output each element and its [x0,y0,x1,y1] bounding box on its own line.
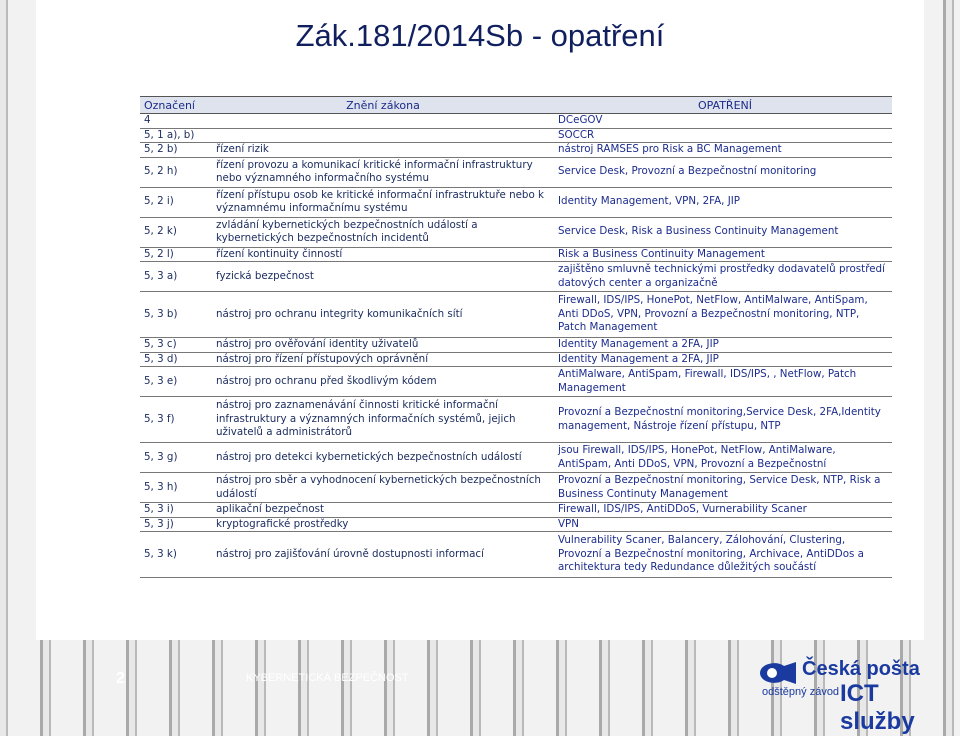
row-law-text: nástroj pro detekci kybernetických bezpečnostních událostí [212,443,554,473]
row-measure: Firewall, IDS/IPS, HonePot, NetFlow, AntiMalware, AntiSpam, Anti DDoS, VPN, Provozní a Bezpečnostní monitoring, NTP, Patch Management [554,292,892,338]
row-id: 5, 3 g) [140,443,212,473]
row-law-text: fyzická bezpečnost [212,262,554,292]
row-law-text: aplikační bezpečnost [212,503,554,518]
row-measure: VPN [554,517,892,532]
row-measure: Firewall, IDS/IPS, AntiDDoS, Vurnerability Scaner [554,503,892,518]
slide-title: Zák.181/2014Sb - opatření [295,18,665,53]
row-id: 5, 2 i) [140,187,212,217]
row-law-text: řízení rizik [212,143,554,158]
row-id: 5, 1 a), b) [140,128,212,143]
row-id: 5, 2 k) [140,217,212,247]
table-row [140,157,892,187]
row-law-text: nástroj pro řízení přístupových oprávnění [212,352,554,367]
row-measure: jsou Firewall, IDS/IPS, HonePot, NetFlow, AntiMalware, AntiSpam, Anti DDoS, VPN, Provozní a Bezpečnostní [554,443,892,473]
table-row [140,217,892,247]
row-id: 5, 2 h) [140,157,212,187]
row-measure: Service Desk, Risk a Business Continuity Management [554,217,892,247]
row-measure: AntiMalware, AntiSpam, Firewall, IDS/IPS, , NetFlow, Patch Management [554,367,892,397]
table-row [140,128,892,143]
footer-text: KYBERNETICKÁ BEZPEČNOST [246,672,409,684]
row-law-text: nástroj pro sběr a vyhodnocení kybernetických bezpečnostních událostí [212,473,554,503]
table-row [140,262,892,292]
logo-line3: ICT služby [840,680,915,735]
logo-line2: odštěpný závod [762,686,840,698]
row-measure: Identity Management, VPN, 2FA, JIP [554,187,892,217]
measures-table [140,96,892,578]
row-measure: Risk a Business Continuity Management [554,247,892,262]
row-id: 5, 3 f) [140,397,212,443]
header-opatreni: OPATŘENÍ [554,97,892,114]
row-law-text: kryptografické prostředky [212,517,554,532]
row-law-text: nástroj pro ochranu před škodlivým kódem [212,367,554,397]
header-oznaceni: Označení [140,97,212,114]
row-id: 5, 3 b) [140,292,212,338]
table-row [140,247,892,262]
table-row [140,503,892,518]
row-id: 5, 3 h) [140,473,212,503]
table-row [140,352,892,367]
row-id: 5, 3 d) [140,352,212,367]
table-row [140,114,892,129]
post-horn-icon [756,658,800,688]
table-row [140,143,892,158]
row-id: 4 [140,114,212,129]
row-id: 5, 2 l) [140,247,212,262]
row-measure: Service Desk, Provozní a Bezpečnostní monitoring [554,157,892,187]
row-law-text: zvládání kybernetických bezpečnostních událostí a kybernetických bezpečnostních incidentů [212,217,554,247]
table-row [140,397,892,443]
table-row [140,187,892,217]
ceska-posta-logo [756,656,952,735]
table-row [140,532,892,578]
row-id: 5, 3 i) [140,503,212,518]
row-law-text: řízení kontinuity činností [212,247,554,262]
table-row [140,517,892,532]
row-law-text: nástroj pro ochranu integrity komunikačních sítí [212,292,554,338]
row-law-text: řízení provozu a komunikací kritické informační infrastruktury nebo významného informačního systému [212,157,554,187]
row-measure: SOCCR [554,128,892,143]
row-id: 5, 3 j) [140,517,212,532]
row-law-text [212,128,554,143]
row-measure: Provozní a Bezpečnostní monitoring,Service Desk, 2FA,Identity management, Nástroje řízení přístupu, NTP [554,397,892,443]
table-row [140,338,892,353]
row-law-text [212,114,554,129]
row-measure: zajištěno smluvně technickými prostředky dodavatelů prostředí datových center a organizačně [554,262,892,292]
row-law-text: nástroj pro ověřování identity uživatelů [212,338,554,353]
row-measure: DCeGOV [554,114,892,129]
row-id: 5, 3 k) [140,532,212,578]
row-law-text: nástroj pro zaznamenávání činnosti kritické informační infrastruktury a významných informačních systémů, jejich uživatelů a administrátorů [212,397,554,443]
row-id: 5, 3 c) [140,338,212,353]
table-row [140,473,892,503]
row-measure: Identity Management a 2FA, JIP [554,352,892,367]
row-id: 5, 3 e) [140,367,212,397]
row-id: 5, 3 a) [140,262,212,292]
table-row [140,367,892,397]
logo-line1: Česká pošta [802,658,920,680]
row-measure: nástroj RAMSES pro Risk a BC Management [554,143,892,158]
row-measure: Vulnerability Scaner, Balancery, Zálohování, Clustering, Provozní a Bezpečnostní monitoring, Archivace, AntiDDos a architektura tedy Redundance důležitých součástí [554,532,892,578]
table-row [140,292,892,338]
row-law-text: řízení přístupu osob ke kritické informační infrastruktuře nebo k významnému informačnímu systému [212,187,554,217]
row-measure: Provozní a Bezpečnostní monitoring, Service Desk, NTP, Risk a Business Continuty Management [554,473,892,503]
header-zneni-zakona: Znění zákona [212,97,554,114]
row-law-text: nástroj pro zajišťování úrovně dostupnosti informací [212,532,554,578]
row-measure: Identity Management a 2FA, JIP [554,338,892,353]
row-id: 5, 2 b) [140,143,212,158]
table-row [140,443,892,473]
table-header-row [140,97,892,114]
page-number: 2 [116,670,125,687]
